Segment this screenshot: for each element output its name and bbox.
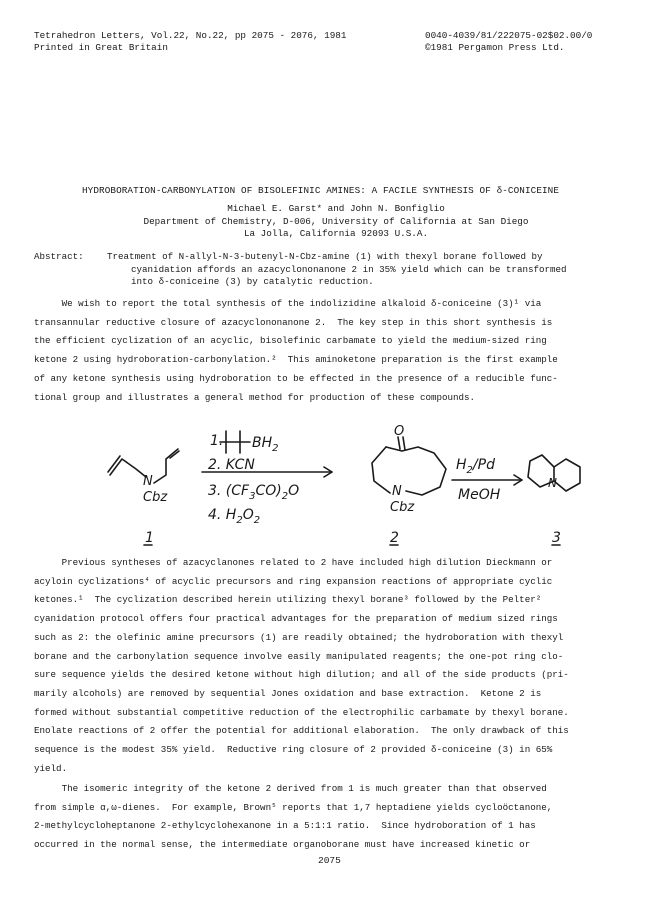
text-line: yield. <box>34 762 68 774</box>
text-line: borane and the carbonylation sequence involve easily manipulated reagents; the one-pot ring clo- <box>34 650 564 662</box>
text-line: from simple α,ω-dienes. For example, Brown⁵ reports that 1,7 heptadiene yields cycloöctanone, <box>34 801 553 813</box>
text-line: such as 2: the olefinic amine precursors (1) are readily obtained; the hydroboration with thexyl <box>34 631 564 643</box>
compound-2-n-label: N <box>392 484 402 499</box>
text-line: 2-methylcycloheptanone 2-ethylcyclohexanone in a 5:1:1 ratio. Since hydroboration of 1 has <box>34 820 536 832</box>
reduction-reagent: $H_2/Pd$ <box>456 457 495 476</box>
step-4-reagent: 4. $H_2O_2$ <box>208 507 261 526</box>
abstract-label: Abstract: <box>34 251 84 262</box>
printed-in: Printed in Great Britain <box>34 42 168 53</box>
text-line: cyanidation protocol offers four practical advantages for the preparation of medium sized rings <box>34 613 558 625</box>
step-1-reagent: $BH_2$ <box>252 435 279 454</box>
compound-2-cbz-label: Cbz <box>390 500 415 515</box>
text-line: acyloin cyclizations⁴ of acyclic precursors and ring expansion reactions of appropriate cyclic <box>34 575 553 587</box>
article-title: HYDROBORATION-CARBONYLATION OF BISOLEFINIC AMINES: A FACILE SYNTHESIS OF δ-CONICEINE <box>82 185 560 196</box>
text-line: the efficient cyclization of an acyclic, bisolefinic carbamate to yield the medium-sized ring <box>34 335 547 347</box>
page-number: 2075 <box>318 855 341 866</box>
compound-2-structure <box>372 437 446 495</box>
step-2-reagent: 2. KCN <box>208 457 255 473</box>
text-line: sequence is the modest 35% yield. Reductive ring closure of 2 provided δ-coniceine (3) in 65% <box>34 744 553 756</box>
affiliation-line-1: Department of Chemistry, D-006, University of California at San Diego <box>143 215 529 227</box>
text-line: tional group and illustrates a general method for production of these compounds. <box>34 391 476 403</box>
carbonyl-o-label: O <box>394 425 405 439</box>
reduction-solvent: MeOH <box>458 487 501 503</box>
article-code: 0040-4039/81/222075-02$02.00/0 <box>425 30 593 41</box>
text-line: Enolate reactions of 2 offer the potential for additional elaboration. The only drawback of this <box>34 725 569 737</box>
text-line: marily alcohols) are removed by sequential Jones oxidation and base extraction. Ketone 2 is <box>34 687 542 699</box>
compound-3-number: 3 <box>552 530 561 546</box>
journal-citation: Tetrahedron Letters, Vol.22, No.22, pp 2075 - 2076, 1981 <box>34 30 347 41</box>
text-line: ketone 2 using hydroboration-carbonylation.² This aminoketone preparation is the first example <box>34 354 558 366</box>
text-line: occurred in the normal sense, the intermediate organoborane must have increased kinetic or <box>34 839 531 851</box>
paragraph-intro <box>34 295 646 407</box>
text-line: formed without substantial competitive reduction of the electrophilic carbamate by thexyl borane. <box>34 706 569 718</box>
reaction-scheme <box>60 425 620 555</box>
abstract-line-2: cyanidation affords an azacyclononanone 2 in 35% yield which can be transformed <box>131 263 567 275</box>
copyright: ©1981 Pergamon Press Ltd. <box>425 42 565 53</box>
text-line: ketones.¹ The cyclization described herein utilizing thexyl borane³ followed by the Pelter² <box>34 594 542 606</box>
text-line: The isomeric integrity of the ketone 2 derived from 1 is much greater than that observed <box>34 783 547 794</box>
compound-2-number: 2 <box>390 530 399 546</box>
compound-3-n-label: N <box>548 476 557 490</box>
text-line: Previous syntheses of azacyclanones related to 2 have included high dilution Dieckmann or <box>34 557 553 568</box>
step-1-number: 1. <box>210 433 224 449</box>
authors: Michael E. Garst* and John N. Bonfiglio <box>227 203 445 214</box>
reaction-arrow-2 <box>452 475 522 485</box>
compound-1-n-label: N <box>143 474 153 489</box>
text-line: of any ketone synthesis using hydroboration to be effected in the presence of a reducible func- <box>34 372 558 384</box>
paragraph-previous-syntheses <box>34 554 646 778</box>
paragraph-isomeric-integrity <box>34 780 646 855</box>
text-line: sure sequence yields the desired ketone without high dilution; and all of the side products (pri- <box>34 669 569 681</box>
compound-1-number: 1 <box>145 530 154 546</box>
affiliation-line-2: La Jolla, California 92093 U.S.A. <box>243 228 429 239</box>
thexyl-borane-sketch <box>220 431 250 453</box>
text-line: transannular reductive closure of azacyclononanone 2. The key step in this short synthesis is <box>34 316 553 328</box>
abstract-line-1: Treatment of N-allyl-N-3-butenyl-N-Cbz-amine (1) with thexyl borane followed by <box>107 251 543 262</box>
compound-1-cbz-label: Cbz <box>143 490 168 505</box>
abstract-line-3: into δ-coniceine (3) by catalytic reduction. <box>131 276 374 287</box>
step-3-reagent: 3. $(CF_3CO)_2O$ <box>208 483 300 502</box>
text-line: We wish to report the total synthesis of the indolizidine alkaloid δ-coniceine (3)¹ via <box>34 298 542 309</box>
